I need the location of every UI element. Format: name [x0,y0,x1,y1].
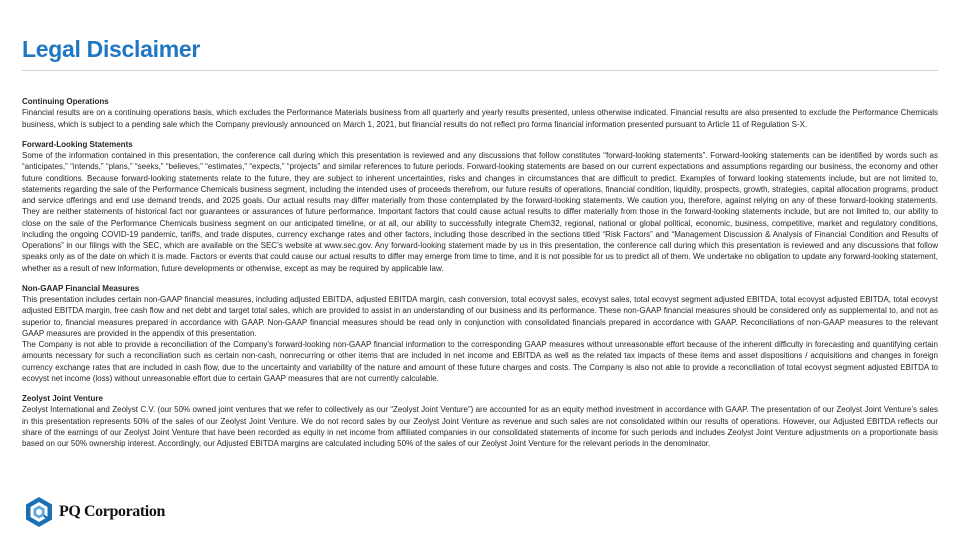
title-divider [22,70,938,71]
section-heading: Continuing Operations [22,97,109,106]
pq-hexagon-logo-icon [24,496,54,528]
section-paragraph: Financial results are on a continuing operations basis, which excludes the Performance Materials business from all quarterly and yearly results presented, unless otherwise indicated. Financial results are also presented to exclude the Performance Chemicals business, which is subject to a pending sale which the Company previously announced on March 1, 2021, but financial results do not reflect pro forma financial information presented pursuant to Article 11 of Regulation S-X. [22,108,938,129]
section-paragraph: Zeolyst International and Zeolyst C.V. (our 50% owned joint ventures that we refer to collectively as our “Zeolyst Joint Venture”) are accounted for as an equity method investment in accordance with GAAP. The presentation of our Zeolyst Joint Venture’s sales in this presentation represents 50% of the sales of our Zeolyst Joint Venture. We do not record sales by our Zeolyst Joint Venture as revenue and such sales are not consolidated within our results of operations. However, our Adjusted EBITDA reflects our share of the earnings of our Zeolyst Joint Venture that have been recorded as equity in net income from affiliated companies in our consolidated statements of income for such periods and includes Zeolyst Joint Venture adjustments on a proportionate basis based on our 50% ownership interest. Accordingly, our Adjusted EBITDA margins are calculated including 50% of the sales of our Zeolyst Joint Venture for the relevant periods in the denominator. [22,405,938,448]
section-heading: Zeolyst Joint Venture [22,394,103,403]
section-paragraph: Some of the information contained in this presentation, the conference call during which this presentation is reviewed and any discussions that follow constitutes “forward-looking statements”. Forward-looking statements can be identified by words such as “anticipates,” “intends,” “plans,” “seeks,” “believes,” “estimates,” “expects,” “projects” and similar references to future periods. Forward-looking statements are based on our current expectations and assumptions regarding our business, the economy and other future conditions. Because forward-looking statements relate to the future, they are subject to inherent uncertainties, risks and changes in circumstances that are difficult to predict. Examples of forward looking statements include, but are not limited to, statements regarding the sale of the Performance Chemicals business segment, including the intended uses of proceeds therefrom, our future results of operations, financial condition, liquidity, prospects, growth, strategies, capital allocation programs, product and service offerings and end use demand trends, and 2025 goals. Our actual results may differ materially from those contemplated by the forward-looking statements. We caution you, therefore, against relying on any of these forward-looking statements. They are neither statements of historical fact nor guarantees or assurances of future performance. Important factors that could cause actual results to differ materially from those in the forward-looking statements include, but are not limited to, our ability to close on the sale of the Performance Chemicals business segment on our anticipated timeline, or at all, our ability to successfully integrate Chem32, regional, national or global political, economic, business, competitive, market and regulatory conditions, including the ongoing COVID-19 pandemic, tariffs, and trade disputes, currency exchange rates and other factors, including those described in the sections titled “Risk Factors” and “Management Discussion & Analysis of Financial Condition and Results of Operations” in our filings with the SEC, which are available on the SEC’s website at www.sec.gov. Any forward-looking statement made by us in this presentation, the conference call during which this presentation is reviewed and any discussions that follow speaks only as of the date on which it is made. Factors or events that could cause our actual results to differ may emerge from time to time, and it is not possible for us to predict all of them. We undertake no obligation to update any forward-looking statement, whether as a result of new information, future developments or otherwise, except as may be required by applicable law. [22,151,938,273]
disclaimer-body [22,96,938,458]
section-non-gaap-financial-measures [22,283,938,384]
company-name: PQ Corporation [59,503,165,520]
page-title: Legal Disclaimer [22,36,201,62]
section-heading: Forward-Looking Statements [22,139,133,149]
section-zeolyst-joint-venture [22,393,938,449]
section-paragraph: This presentation includes certain non-GAAP financial measures, including adjusted EBITDA, adjusted EBITDA margin, cash conversion, total ecovyst sales, ecovyst sales, total ecovyst segment adjusted EBITDA, total ecovyst adjusted EBITDA, total ecovyst adjusted EBITDA margin, free cash flow and net debt and target total sales, which are provided to assist in an understanding of our business and its performance. These non-GAAP financial measures should be considered only as supplemental to, and not as superior to, financial measures prepared in accordance with GAAP. Non-GAAP financial measures should be read only in conjunction with consolidated financials prepared in accordance with GAAP. Reconciliations of non-GAAP measures to the relevant GAAP measures are provided in the appendix of this presentation. [22,295,938,338]
section-continuing-operations [22,96,938,130]
company-logo [24,496,165,528]
section-heading: Non-GAAP Financial Measures [22,283,140,293]
section-forward-looking-statements [22,139,938,274]
section-paragraph: The Company is not able to provide a reconciliation of the Company’s forward-looking non-GAAP financial information to the corresponding GAAP measures without unreasonable effort because of the inherent difficulty in forecasting and quantifying certain amounts necessary for such a reconciliation such as certain non-cash, nonrecurring or other items that are included in net income and EBITDA as well as the related tax impacts of these items and asset dispositions / acquisitions and changes in foreign currency exchange rates that are included in cash flow, due to the uncertainty and variability of the nature and amount of these future charges and costs. The Company is also not able to provide a reconciliation of total ecovyst segment adjusted EBITDA to ecovyst net income (loss) without unreasonable effort due to certain GAAP measures that are not currently calculable. [22,340,938,383]
